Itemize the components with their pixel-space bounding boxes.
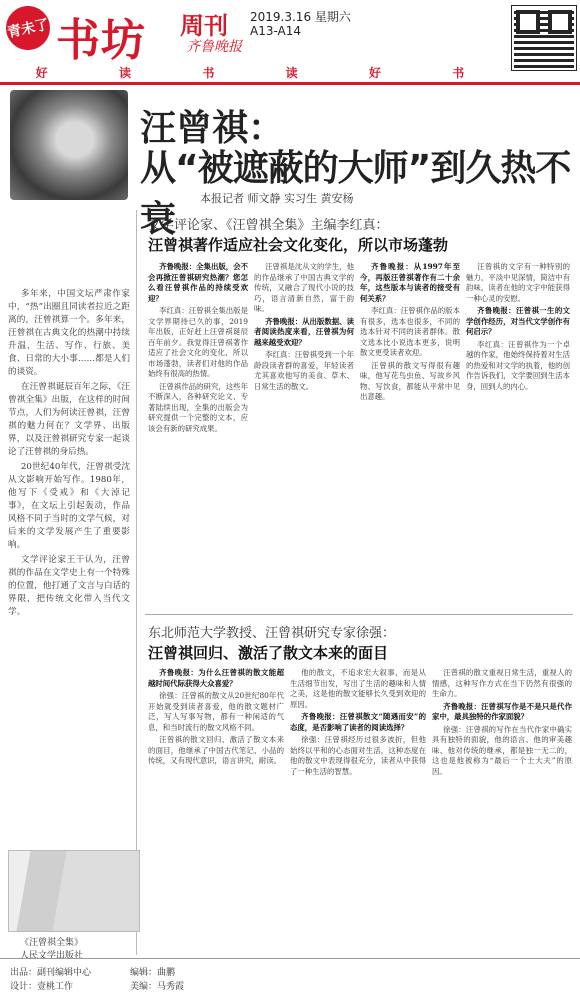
answer: 徐强：汪曾祺的写作在当代作家中确实具有独特的面貌，他的语言、他的审美趣味、他对传统的继承，都是独一无二的，这也是他被称为“最后一个士大夫”的原因。 bbox=[432, 724, 572, 776]
footer-editor: 编辑：曲鹏 bbox=[130, 968, 176, 978]
logo-text: 青未了 bbox=[6, 16, 51, 42]
book-cover-image bbox=[8, 850, 140, 932]
footer bbox=[0, 958, 580, 996]
footer-producer: 出品：副刊编辑中心 bbox=[10, 968, 92, 978]
question: 齐鲁晚报：从出版数据、读者阅读热度来看，汪曾祺为何越来越受欢迎？ bbox=[254, 316, 354, 347]
section1-column-2 bbox=[254, 262, 354, 610]
slogan-char: 书 bbox=[452, 65, 465, 80]
answer: 李红真：汪曾祺作品的版本有很多，选本也很多，不同的选本针对不同的读者群体。散文选本比小说选本更多，说明散文更受读者欢迎。 bbox=[360, 306, 460, 357]
qr-code-icon bbox=[512, 6, 576, 70]
section1-subhead: 汪曾祺著作适应社会文化变化，所以市场蓬勃 bbox=[148, 236, 449, 254]
lead-paragraph: 20世纪40年代，汪曾祺受沈从文影响开始写作。1980年，他写下《受戒》和《大淖记事》，在文坛上引起轰动，作品风格不同于当时的文学气候，对后来的文学发展产生了重要影响。 bbox=[8, 462, 130, 550]
question: 齐鲁晚报：从1997年至今，再版汪曾祺著作有二十余年，这些版本与读者的接受有何关系？ bbox=[360, 262, 460, 303]
section2-column-3 bbox=[432, 668, 572, 954]
answer: 徐强：汪曾祺的散文从20世纪80年代开始就受到读者喜爱，他的散文题材广泛，写人写事写物，都有一种闲适的气息，和当时流行的散文风格不同。 bbox=[148, 691, 284, 732]
answer: 汪曾祺的散文重视日常生活，重视人的情感，这种写作方式在当下仍然有很强的生命力。 bbox=[432, 668, 572, 698]
answer: 汪曾祺是沈从文的学生，他的作品继承了中国古典文学的传统，又融合了现代小说的技巧，语言清新自然，富于韵味。 bbox=[254, 262, 354, 313]
lead-column bbox=[8, 288, 130, 858]
issue-pages: A13-A14 bbox=[250, 24, 302, 38]
question: 齐鲁晚报：汪曾祺写作是不是只是代作家中，最具独特的作家面貌？ bbox=[432, 701, 572, 721]
question: 齐鲁晚报：汪曾祺一生的文学创作经历，对当代文学创作有何启示？ bbox=[466, 306, 570, 336]
question: 齐鲁晚报：汪曾祺散文“随遇而安”的态度，是否影响了读者的阅读选择？ bbox=[290, 712, 426, 732]
question: 齐鲁晚报：全集出版，会不会再掀汪曾祺研究热潮？您怎么看汪曾祺作品的持续受欢迎？ bbox=[148, 262, 248, 303]
answer: 汪曾祺作品的研究，这些年不断深入，各种研究论文、专著陆续出现，全集的出版会为研究提供一个完整的文本，应该会有新的研究成果。 bbox=[148, 381, 248, 433]
column-divider bbox=[136, 210, 137, 955]
section1-column-1 bbox=[148, 262, 248, 610]
section2-column-2 bbox=[290, 668, 426, 954]
question: 齐鲁晚报：为什么汪曾祺的散文能超越时间代际获得大众喜爱？ bbox=[148, 668, 284, 688]
brand-weekly: 周刊 bbox=[180, 12, 228, 40]
slogan-char: 书 bbox=[202, 65, 215, 80]
masthead-rule bbox=[0, 82, 580, 85]
issue-date: 2019.3.16 星期六 bbox=[250, 10, 351, 24]
slogan-char: 读 bbox=[118, 65, 131, 80]
book-caption-title: 《汪曾祺全集》 bbox=[20, 938, 84, 948]
section-divider bbox=[145, 614, 573, 615]
slogan-char: 读 bbox=[285, 65, 298, 80]
section1-kicker: 文学评论家、《汪曾祺全集》主编李红真： bbox=[148, 218, 389, 233]
answer: 汪曾祺的散文写得很有趣味，他写花鸟虫鱼、写故乡风物、写饮食，都能从平常中见出意趣。 bbox=[360, 360, 460, 401]
footer-design: 设计：壹桃工作 bbox=[10, 982, 74, 992]
answer: 李红真：汪曾祺作为一个卓越的作家，他始终保持着对生活的热爱和对文学的执着，他的创作告诉我们，文学要回到生活本身，回到人的内心。 bbox=[466, 339, 570, 391]
answer: 他的散文，不追求宏大叙事，而是从生活细节出发，写出了生活的趣味和人情之美，这是他的散文能够长久受到欢迎的原因。 bbox=[290, 668, 426, 709]
section1-column-3 bbox=[360, 262, 460, 610]
section1-column-4 bbox=[466, 262, 570, 610]
section2-kicker: 东北师范大学教授、汪曾祺研究专家徐强： bbox=[148, 626, 396, 641]
answer: 李红真：汪曾祺全集出版是文学界期待已久的事，2019年出版，正好赶上汪曾祺诞辰百年前夕。我觉得汪曾祺著作适应了社会文化的变化，所以市场蓬勃，读者们对他的作品始终有很高的热情。 bbox=[148, 306, 248, 378]
footer-art-editor: 美编：马秀霞 bbox=[130, 982, 185, 992]
answer: 汪曾祺的文字有一种特别的魅力，平淡中见深情，简洁中有韵味，读者在他的文字中能获得一种心灵的安慰。 bbox=[466, 262, 570, 303]
book-caption-publisher: 人民文学出版社 bbox=[20, 951, 84, 961]
headline-line-1: 汪曾祺： bbox=[140, 108, 285, 149]
masthead bbox=[0, 0, 580, 82]
section2-column-1 bbox=[148, 668, 284, 954]
answer: 汪曾祺的散文回归、激活了散文本来的面目，他继承了中国古代笔记、小品的传统，又有现代意识，语言讲究，耐读。 bbox=[148, 735, 284, 765]
slogan-bar bbox=[0, 62, 500, 82]
headline-line-2: 从“被遮蔽的大师”到久热不衰 bbox=[140, 148, 571, 240]
logo-seal bbox=[2, 2, 54, 54]
byline: 本报记者 师文静 实习生 黄安杨 bbox=[200, 192, 354, 205]
slogan-char: 好 bbox=[368, 65, 381, 80]
section2-subhead: 汪曾祺回归、激活了散文本来的面目 bbox=[148, 644, 389, 662]
answer: 李红真：汪曾祺受到一个年龄段读者群的喜爱，年轻读者尤其喜欢他写的美食、草木、日常生活的散文。 bbox=[254, 350, 354, 391]
brand-title: 书坊 bbox=[56, 15, 146, 66]
lead-paragraph: 在汪曾祺诞辰百年之际，《汪曾祺全集》出版，在这样的时间节点，人们为何读汪曾祺，汪曾祺的魅力何在？文学界、出版界，以及汪曾祺研究专家一起谈论了汪曾祺的身后热。 bbox=[8, 382, 130, 457]
lead-paragraph: 文学评论家王干认为，汪曾祺的作品在文学史上有一个特殊的位置，他打通了文言与白话的界限，把传统文化带入当代文学。 bbox=[8, 555, 130, 617]
lead-paragraph: 多年来，中国文坛严肃作家中，“热”出圈且同读者拉近之距离的，汪曾祺算一个。多年来，汪曾祺在古典文化的热潮中持续升温，生活、写作、行旅、美食、日常的大小事……都是人们的谈资。 bbox=[8, 289, 130, 377]
author-portrait bbox=[10, 90, 128, 200]
slogan-char: 好 bbox=[35, 65, 48, 80]
answer: 徐强：汪曾祺经历过很多波折，但他始终以平和的心态面对生活，这种态度在他的散文中表现得很充分，读者从中获得了一种生活的智慧。 bbox=[290, 735, 426, 776]
brand-paper: 齐鲁晚报 bbox=[186, 39, 242, 55]
